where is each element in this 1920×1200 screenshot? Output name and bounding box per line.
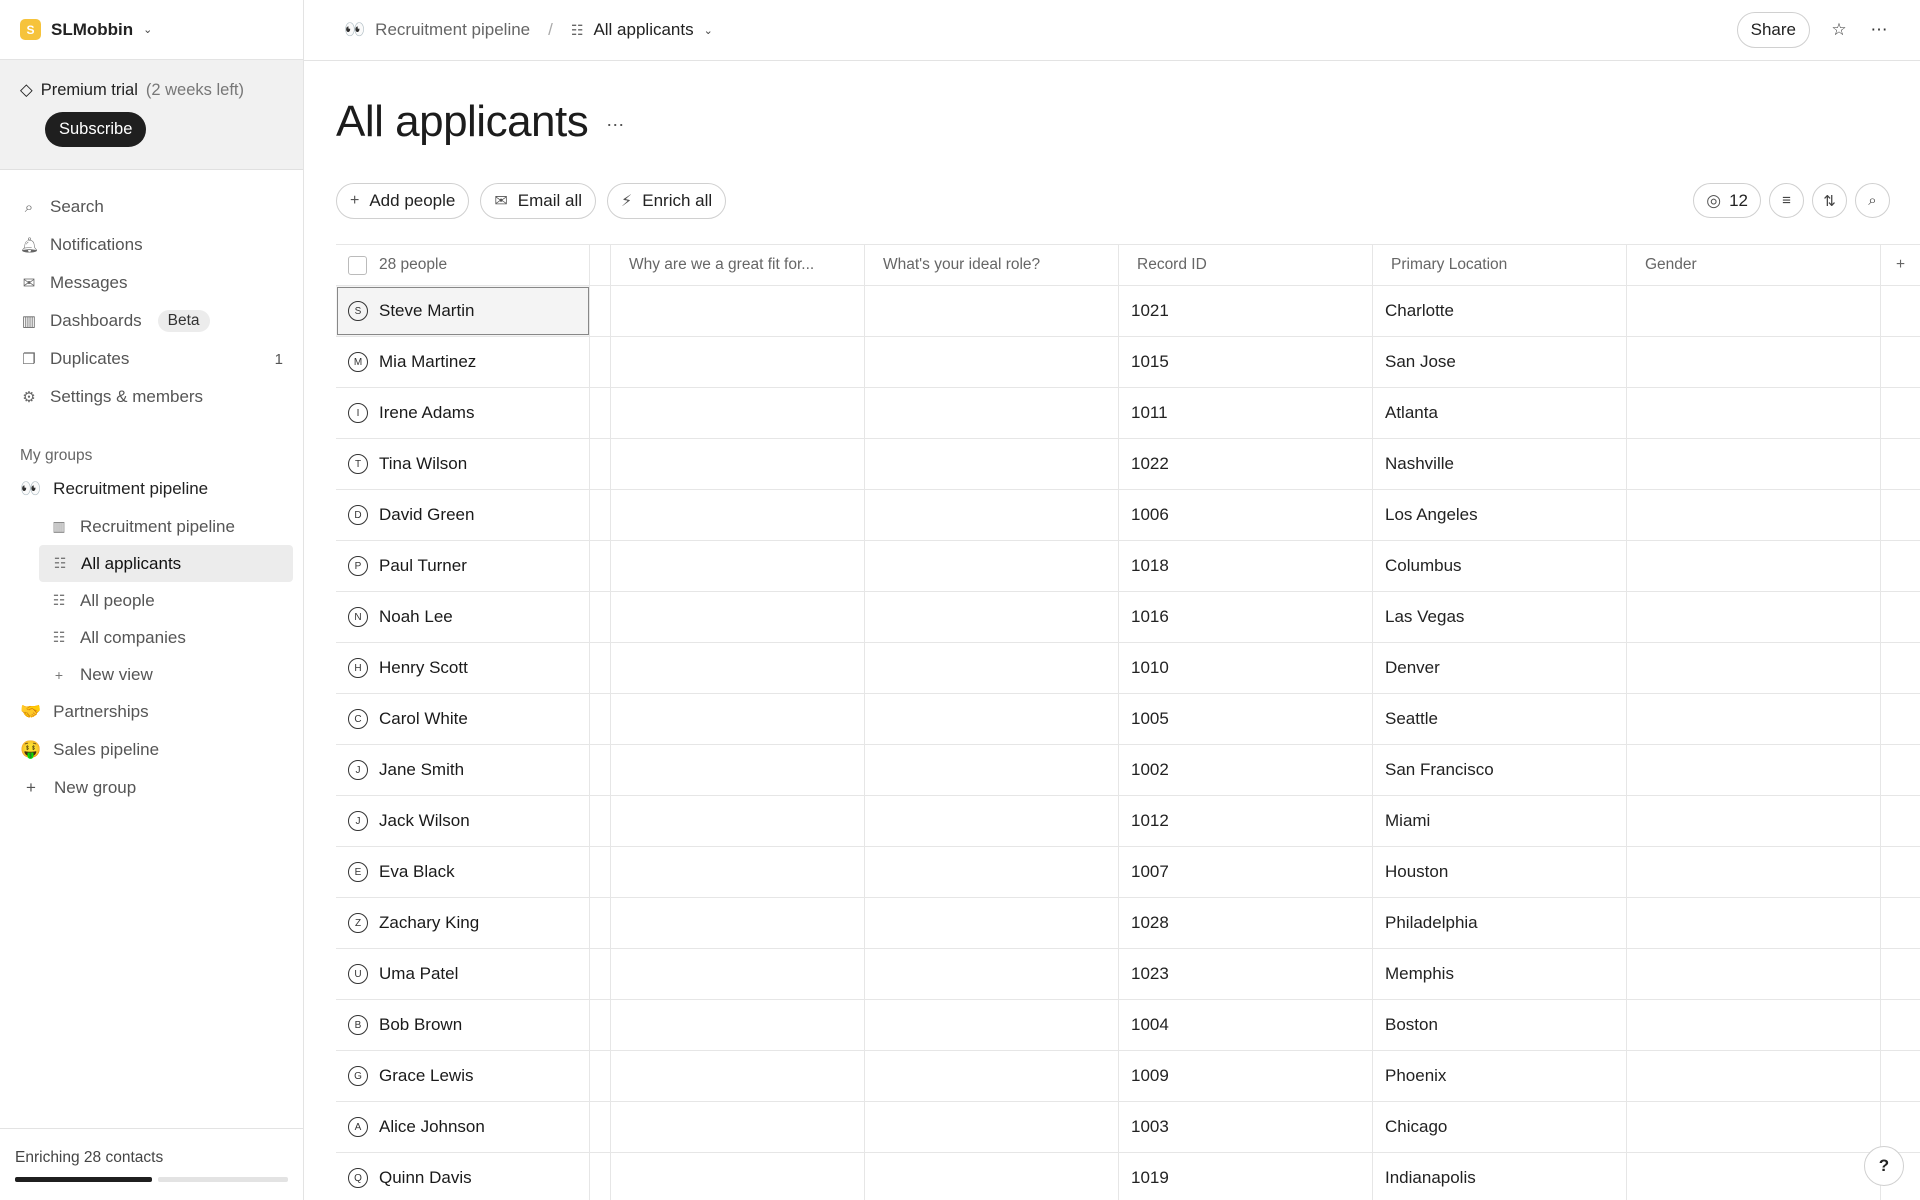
view-all-applicants[interactable] bbox=[39, 545, 293, 582]
cell-record-id[interactable]: 1018 bbox=[1119, 541, 1373, 591]
table-icon: ☷ bbox=[52, 592, 66, 608]
cell-record-id[interactable]: 1015 bbox=[1119, 337, 1373, 387]
applicants-table bbox=[336, 244, 1920, 1200]
cell-role[interactable] bbox=[865, 286, 1119, 336]
person-name: Zachary King bbox=[379, 913, 480, 932]
person-name: Tina Wilson bbox=[379, 454, 468, 473]
eyes-icon: 👀 bbox=[344, 20, 366, 39]
magic-wand-icon: ⚡︎ bbox=[621, 193, 633, 210]
person-name: Noah Lee bbox=[379, 607, 453, 626]
eye-off-icon: ◎ bbox=[1706, 190, 1722, 210]
cell-record-id[interactable]: 1009 bbox=[1119, 1051, 1373, 1101]
cell-gap bbox=[590, 898, 611, 948]
cell-fit[interactable] bbox=[611, 490, 865, 540]
cell-gender[interactable] bbox=[1627, 694, 1881, 744]
cell-name[interactable] bbox=[336, 1051, 590, 1101]
cell-role[interactable] bbox=[865, 1000, 1119, 1050]
cell-role[interactable] bbox=[865, 745, 1119, 795]
cell-gap bbox=[590, 1000, 611, 1050]
table-row[interactable] bbox=[336, 898, 1920, 949]
cell-name[interactable] bbox=[336, 745, 590, 795]
table-body bbox=[336, 286, 1920, 1200]
table-row[interactable] bbox=[336, 1153, 1920, 1200]
enrich-all-label: Enrich all bbox=[642, 191, 713, 210]
cell-role[interactable] bbox=[865, 1102, 1119, 1152]
group-recruitment-pipeline[interactable] bbox=[0, 470, 303, 508]
cell-record-id[interactable]: 1011 bbox=[1119, 388, 1373, 438]
board-icon: ▥ bbox=[52, 518, 66, 534]
header-gender[interactable]: Gender bbox=[1627, 245, 1881, 285]
nav-messages-label: Messages bbox=[50, 273, 128, 292]
plus-icon: + bbox=[350, 192, 360, 209]
email-all-label: Email all bbox=[517, 191, 583, 210]
cell-role[interactable] bbox=[865, 796, 1119, 846]
gear-icon: ⚙ bbox=[22, 389, 36, 406]
cell-name[interactable] bbox=[336, 1000, 590, 1050]
enrich-progress bbox=[15, 1177, 288, 1182]
table-row[interactable] bbox=[336, 949, 1920, 1000]
table-row[interactable] bbox=[336, 847, 1920, 898]
cell-role[interactable] bbox=[865, 541, 1119, 591]
cell-record-id[interactable]: 1004 bbox=[1119, 1000, 1373, 1050]
cell-name[interactable] bbox=[336, 1153, 590, 1200]
cell-gender[interactable] bbox=[1627, 1000, 1881, 1050]
header-name[interactable] bbox=[336, 245, 590, 285]
trial-remaining: (2 weeks left) bbox=[145, 80, 245, 99]
cell-fit[interactable] bbox=[611, 1153, 865, 1200]
cell-location[interactable]: Boston bbox=[1373, 1000, 1627, 1050]
avatar: N bbox=[348, 607, 368, 627]
cell-gap bbox=[590, 949, 611, 999]
cell-name[interactable] bbox=[336, 592, 590, 642]
cell-gap bbox=[590, 1153, 611, 1200]
cell-gender[interactable] bbox=[1627, 541, 1881, 591]
person-name: Jane Smith bbox=[379, 760, 465, 779]
person-name: Steve Martin bbox=[379, 301, 475, 320]
person-name: Irene Adams bbox=[379, 403, 475, 422]
avatar: G bbox=[348, 1066, 368, 1086]
main-content bbox=[304, 0, 1920, 1200]
table-row[interactable] bbox=[336, 796, 1920, 847]
cell-gender[interactable] bbox=[1627, 847, 1881, 897]
enrich-status bbox=[0, 1128, 303, 1200]
cell-fit[interactable] bbox=[611, 541, 865, 591]
group-partnerships-label: Partnerships bbox=[53, 702, 149, 721]
avatar: H bbox=[348, 658, 368, 678]
avatar: E bbox=[348, 862, 368, 882]
email-all-button[interactable] bbox=[480, 183, 596, 219]
cell-gap bbox=[590, 796, 611, 846]
breadcrumb-separator: / bbox=[548, 20, 553, 39]
breadcrumb-current-label: All applicants bbox=[593, 20, 694, 39]
table-row[interactable] bbox=[336, 592, 1920, 643]
cell-record-id[interactable]: 1023 bbox=[1119, 949, 1373, 999]
subscribe-button[interactable]: Subscribe bbox=[45, 112, 146, 147]
header-record-id[interactable]: Record ID bbox=[1119, 245, 1373, 285]
workspace-switcher[interactable] bbox=[0, 0, 303, 60]
table-row[interactable] bbox=[336, 745, 1920, 796]
cell-name[interactable] bbox=[336, 847, 590, 897]
cell-gender[interactable] bbox=[1627, 490, 1881, 540]
view-all-people-label: All people bbox=[80, 590, 155, 610]
header-role[interactable]: What's your ideal role? bbox=[865, 245, 1119, 285]
cell-fit[interactable] bbox=[611, 745, 865, 795]
table-row[interactable] bbox=[336, 337, 1920, 388]
table-icon: ☷ bbox=[570, 21, 584, 38]
cell-record-id[interactable]: 1016 bbox=[1119, 592, 1373, 642]
nav-duplicates[interactable] bbox=[0, 340, 303, 378]
cell-role[interactable] bbox=[865, 643, 1119, 693]
nav-duplicates-label: Duplicates bbox=[50, 349, 130, 368]
cell-name[interactable] bbox=[336, 388, 590, 438]
nav-messages[interactable] bbox=[0, 264, 303, 302]
handshake-icon: 🤝 bbox=[20, 702, 42, 721]
cell-location[interactable]: Phoenix bbox=[1373, 1051, 1627, 1101]
cell-gap bbox=[590, 1102, 611, 1152]
new-view-label: New view bbox=[80, 664, 153, 684]
trial-banner bbox=[0, 60, 303, 170]
cell-gap bbox=[590, 643, 611, 693]
person-name: Bob Brown bbox=[379, 1015, 463, 1034]
hidden-fields-count: 12 bbox=[1729, 190, 1748, 210]
cell-gap bbox=[590, 1051, 611, 1101]
cell-location[interactable]: Houston bbox=[1373, 847, 1627, 897]
cell-location[interactable]: Nashville bbox=[1373, 439, 1627, 489]
cell-role[interactable] bbox=[865, 847, 1119, 897]
table-row[interactable] bbox=[336, 388, 1920, 439]
avatar: Z bbox=[348, 913, 368, 933]
nav-dashboards-label: Dashboards bbox=[50, 311, 142, 330]
beta-badge: Beta bbox=[158, 310, 210, 332]
cell-location[interactable]: Indianapolis bbox=[1373, 1153, 1627, 1200]
add-column-button[interactable]: + bbox=[1895, 256, 1906, 273]
person-name: Paul Turner bbox=[379, 556, 467, 575]
cell-fit[interactable] bbox=[611, 796, 865, 846]
cell-role[interactable] bbox=[865, 337, 1119, 387]
cell-gap bbox=[590, 337, 611, 387]
chart-icon: ▥ bbox=[21, 313, 37, 330]
title-more-icon[interactable]: ⋯ bbox=[606, 115, 625, 135]
mail-icon: ✉ bbox=[22, 275, 36, 292]
table-row[interactable] bbox=[336, 490, 1920, 541]
table-row[interactable] bbox=[336, 694, 1920, 745]
cell-name[interactable] bbox=[336, 439, 590, 489]
cell-gender[interactable] bbox=[1627, 1102, 1881, 1152]
cell-name[interactable] bbox=[336, 490, 590, 540]
cell-role[interactable] bbox=[865, 694, 1119, 744]
cell-location[interactable]: Memphis bbox=[1373, 949, 1627, 999]
table-row[interactable] bbox=[336, 643, 1920, 694]
cell-location[interactable]: San Francisco bbox=[1373, 745, 1627, 795]
cell-gender[interactable] bbox=[1627, 439, 1881, 489]
cell-name[interactable] bbox=[336, 949, 590, 999]
cell-role[interactable] bbox=[865, 490, 1119, 540]
cell-record-id[interactable]: 1005 bbox=[1119, 694, 1373, 744]
avatar: D bbox=[348, 505, 368, 525]
share-button[interactable]: Share bbox=[1737, 12, 1810, 48]
cell-location[interactable]: Charlotte bbox=[1373, 286, 1627, 336]
cell-fit[interactable] bbox=[611, 337, 865, 387]
cell-record-id[interactable]: 1028 bbox=[1119, 898, 1373, 948]
cell-record-id[interactable]: 1021 bbox=[1119, 286, 1373, 336]
header-location[interactable]: Primary Location bbox=[1373, 245, 1627, 285]
cell-location[interactable]: Miami bbox=[1373, 796, 1627, 846]
cell-gender[interactable] bbox=[1627, 592, 1881, 642]
plus-icon: + bbox=[54, 666, 64, 683]
cell-name[interactable] bbox=[336, 337, 590, 387]
cell-gender[interactable] bbox=[1627, 286, 1881, 336]
filter-button[interactable] bbox=[1769, 183, 1804, 218]
table-row[interactable] bbox=[336, 1051, 1920, 1102]
cell-gap bbox=[590, 745, 611, 795]
cell-record-id[interactable]: 1002 bbox=[1119, 745, 1373, 795]
breadcrumb-current[interactable] bbox=[571, 20, 713, 40]
view-recruitment-pipeline[interactable] bbox=[0, 508, 293, 545]
cell-gender[interactable] bbox=[1627, 745, 1881, 795]
table-header bbox=[336, 244, 1920, 286]
cell-role[interactable] bbox=[865, 1153, 1119, 1200]
cell-location[interactable]: Columbus bbox=[1373, 541, 1627, 591]
plus-icon: + bbox=[26, 778, 36, 797]
cell-record-id[interactable]: 1006 bbox=[1119, 490, 1373, 540]
cell-gap bbox=[590, 592, 611, 642]
group-sales-pipeline[interactable] bbox=[0, 731, 303, 769]
copy-icon: ❐ bbox=[22, 351, 36, 368]
enrich-label: Enriching 28 contacts bbox=[15, 1149, 164, 1166]
new-group-label: New group bbox=[54, 778, 137, 797]
view-all-applicants-label: All applicants bbox=[81, 553, 182, 573]
cell-role[interactable] bbox=[865, 592, 1119, 642]
cell-fit[interactable] bbox=[611, 898, 865, 948]
nav-search-label: Search bbox=[50, 197, 104, 216]
new-view-button[interactable] bbox=[0, 656, 293, 693]
view-all-people[interactable] bbox=[0, 582, 293, 619]
cell-gender[interactable] bbox=[1627, 1153, 1881, 1200]
person-name: Grace Lewis bbox=[379, 1066, 474, 1085]
trial-label: Premium trial bbox=[40, 80, 138, 99]
avatar: I bbox=[348, 403, 368, 423]
star-icon[interactable]: ☆ bbox=[1831, 20, 1847, 39]
cell-fit[interactable] bbox=[611, 694, 865, 744]
cell-gap bbox=[590, 490, 611, 540]
filter-icon: ≡ bbox=[1782, 192, 1791, 209]
nav-settings-label: Settings & members bbox=[50, 387, 204, 406]
cell-record-id[interactable]: 1022 bbox=[1119, 439, 1373, 489]
nav-search[interactable] bbox=[0, 188, 303, 226]
cell-gap bbox=[590, 694, 611, 744]
cell-gender[interactable] bbox=[1627, 1051, 1881, 1101]
cell-gap bbox=[590, 439, 611, 489]
person-name: Alice Johnson bbox=[379, 1117, 485, 1136]
cell-record-id[interactable]: 1012 bbox=[1119, 796, 1373, 846]
person-name: Henry Scott bbox=[379, 658, 468, 677]
cell-location[interactable]: Las Vegas bbox=[1373, 592, 1627, 642]
cell-location[interactable]: Atlanta bbox=[1373, 388, 1627, 438]
enrich-progress-fill bbox=[15, 1177, 152, 1182]
cell-gender[interactable] bbox=[1627, 388, 1881, 438]
add-people-label: Add people bbox=[369, 191, 456, 210]
cell-name[interactable] bbox=[336, 286, 590, 336]
toolbar bbox=[304, 180, 1920, 222]
cell-record-id[interactable]: 1019 bbox=[1119, 1153, 1373, 1200]
group-sales-label: Sales pipeline bbox=[53, 740, 160, 759]
table-icon: ☷ bbox=[53, 555, 67, 571]
cell-name[interactable] bbox=[336, 541, 590, 591]
chevron-down-icon: ⌄ bbox=[143, 24, 153, 36]
money-face-icon: 🤑 bbox=[20, 740, 42, 759]
table-row[interactable] bbox=[336, 541, 1920, 592]
sidebar bbox=[0, 0, 304, 1200]
select-all-checkbox[interactable] bbox=[348, 256, 367, 275]
diamond-icon: ◇ bbox=[20, 81, 33, 99]
avatar: C bbox=[348, 709, 368, 729]
person-name: Quinn Davis bbox=[379, 1168, 472, 1187]
mail-icon: ✉ bbox=[494, 193, 508, 210]
cell-fit[interactable] bbox=[611, 949, 865, 999]
cell-record-id[interactable]: 1007 bbox=[1119, 847, 1373, 897]
cell-name[interactable] bbox=[336, 1102, 590, 1152]
avatar: A bbox=[348, 1117, 368, 1137]
help-button[interactable]: ? bbox=[1864, 1146, 1904, 1186]
cell-fit[interactable] bbox=[611, 1000, 865, 1050]
cell-role[interactable] bbox=[865, 439, 1119, 489]
person-name: David Green bbox=[379, 505, 475, 524]
table-row[interactable] bbox=[336, 439, 1920, 490]
breadcrumb-parent-label: Recruitment pipeline bbox=[375, 20, 531, 39]
cell-fit[interactable] bbox=[611, 847, 865, 897]
nav-notifications[interactable] bbox=[0, 226, 303, 264]
cell-location[interactable]: Chicago bbox=[1373, 1102, 1627, 1152]
sort-icon: ⇅ bbox=[1823, 192, 1836, 210]
header-fit[interactable]: Why are we a great fit for... bbox=[611, 245, 865, 285]
cell-record-id[interactable]: 1010 bbox=[1119, 643, 1373, 693]
avatar: J bbox=[348, 760, 368, 780]
cell-gender[interactable] bbox=[1627, 337, 1881, 387]
main-nav bbox=[0, 170, 303, 416]
table-row[interactable] bbox=[336, 1000, 1920, 1051]
nav-settings[interactable] bbox=[0, 378, 303, 416]
enrich-progress-rest bbox=[158, 1177, 288, 1182]
person-name: Mia Martinez bbox=[379, 352, 477, 371]
cell-name[interactable] bbox=[336, 898, 590, 948]
cell-fit[interactable] bbox=[611, 592, 865, 642]
people-count: 28 people bbox=[379, 256, 448, 273]
avatar: U bbox=[348, 964, 368, 984]
cell-record-id[interactable]: 1003 bbox=[1119, 1102, 1373, 1152]
cell-location[interactable]: Philadelphia bbox=[1373, 898, 1627, 948]
nav-dashboards[interactable] bbox=[0, 302, 303, 340]
avatar: B bbox=[348, 1015, 368, 1035]
cell-fit[interactable] bbox=[611, 1102, 865, 1152]
enrich-all-button[interactable] bbox=[607, 183, 726, 219]
cell-role[interactable] bbox=[865, 1051, 1119, 1101]
cell-location[interactable]: Denver bbox=[1373, 643, 1627, 693]
cell-role[interactable] bbox=[865, 949, 1119, 999]
cell-gender[interactable] bbox=[1627, 949, 1881, 999]
cell-fit[interactable] bbox=[611, 388, 865, 438]
group-partnerships[interactable] bbox=[0, 693, 303, 731]
cell-gap bbox=[590, 388, 611, 438]
cell-location[interactable]: San Jose bbox=[1373, 337, 1627, 387]
hidden-fields-button[interactable] bbox=[1693, 183, 1761, 218]
avatar: P bbox=[348, 556, 368, 576]
bell-icon: 🔔︎ bbox=[20, 237, 40, 254]
avatar: J bbox=[348, 811, 368, 831]
topbar bbox=[304, 0, 1920, 61]
cell-location[interactable]: Los Angeles bbox=[1373, 490, 1627, 540]
cell-gender[interactable] bbox=[1627, 898, 1881, 948]
table-row[interactable] bbox=[336, 1102, 1920, 1153]
cell-fit[interactable] bbox=[611, 439, 865, 489]
table-row[interactable] bbox=[336, 286, 1920, 337]
add-people-button[interactable] bbox=[336, 183, 469, 219]
sort-button[interactable] bbox=[1812, 183, 1847, 218]
cell-name[interactable] bbox=[336, 694, 590, 744]
new-group-button[interactable] bbox=[0, 769, 303, 807]
duplicates-count: 1 bbox=[274, 350, 283, 368]
search-icon: ⌕ bbox=[24, 198, 34, 216]
person-name: Carol White bbox=[379, 709, 468, 728]
header-gap bbox=[590, 245, 611, 285]
nav-notifications-label: Notifications bbox=[50, 235, 143, 254]
avatar: S bbox=[348, 301, 368, 321]
view-all-companies-label: All companies bbox=[80, 627, 186, 647]
view-pipeline-label: Recruitment pipeline bbox=[80, 516, 235, 536]
workspace-name: SLMobbin bbox=[51, 19, 134, 39]
cell-gap bbox=[590, 847, 611, 897]
more-icon[interactable]: ⋯ bbox=[1870, 20, 1888, 39]
search-icon: ⌕ bbox=[1868, 192, 1877, 209]
my-groups-label: My groups bbox=[20, 447, 93, 464]
cell-name[interactable] bbox=[336, 643, 590, 693]
search-button[interactable] bbox=[1855, 183, 1890, 218]
breadcrumb-parent[interactable] bbox=[344, 20, 530, 40]
cell-location[interactable]: Seattle bbox=[1373, 694, 1627, 744]
cell-gender[interactable] bbox=[1627, 643, 1881, 693]
group-recruitment-label: Recruitment pipeline bbox=[53, 479, 209, 498]
person-name: Uma Patel bbox=[379, 964, 459, 983]
avatar: T bbox=[348, 454, 368, 474]
cell-role[interactable] bbox=[865, 898, 1119, 948]
workspace-logo: S bbox=[20, 19, 41, 40]
avatar: M bbox=[348, 352, 368, 372]
cell-fit[interactable] bbox=[611, 286, 865, 336]
avatar: Q bbox=[348, 1168, 368, 1188]
cell-gap bbox=[590, 541, 611, 591]
cell-role[interactable] bbox=[865, 388, 1119, 438]
cell-fit[interactable] bbox=[611, 643, 865, 693]
cell-gap bbox=[590, 286, 611, 336]
person-name: Jack Wilson bbox=[379, 811, 470, 830]
cell-name[interactable] bbox=[336, 796, 590, 846]
view-all-companies[interactable] bbox=[0, 619, 293, 656]
page-title: All applicants bbox=[336, 96, 589, 146]
eyes-icon: 👀 bbox=[20, 479, 42, 498]
table-icon: ☷ bbox=[52, 629, 66, 645]
person-name: Eva Black bbox=[379, 862, 455, 881]
cell-fit[interactable] bbox=[611, 1051, 865, 1101]
cell-gender[interactable] bbox=[1627, 796, 1881, 846]
chevron-down-icon: ⌄ bbox=[703, 24, 713, 37]
